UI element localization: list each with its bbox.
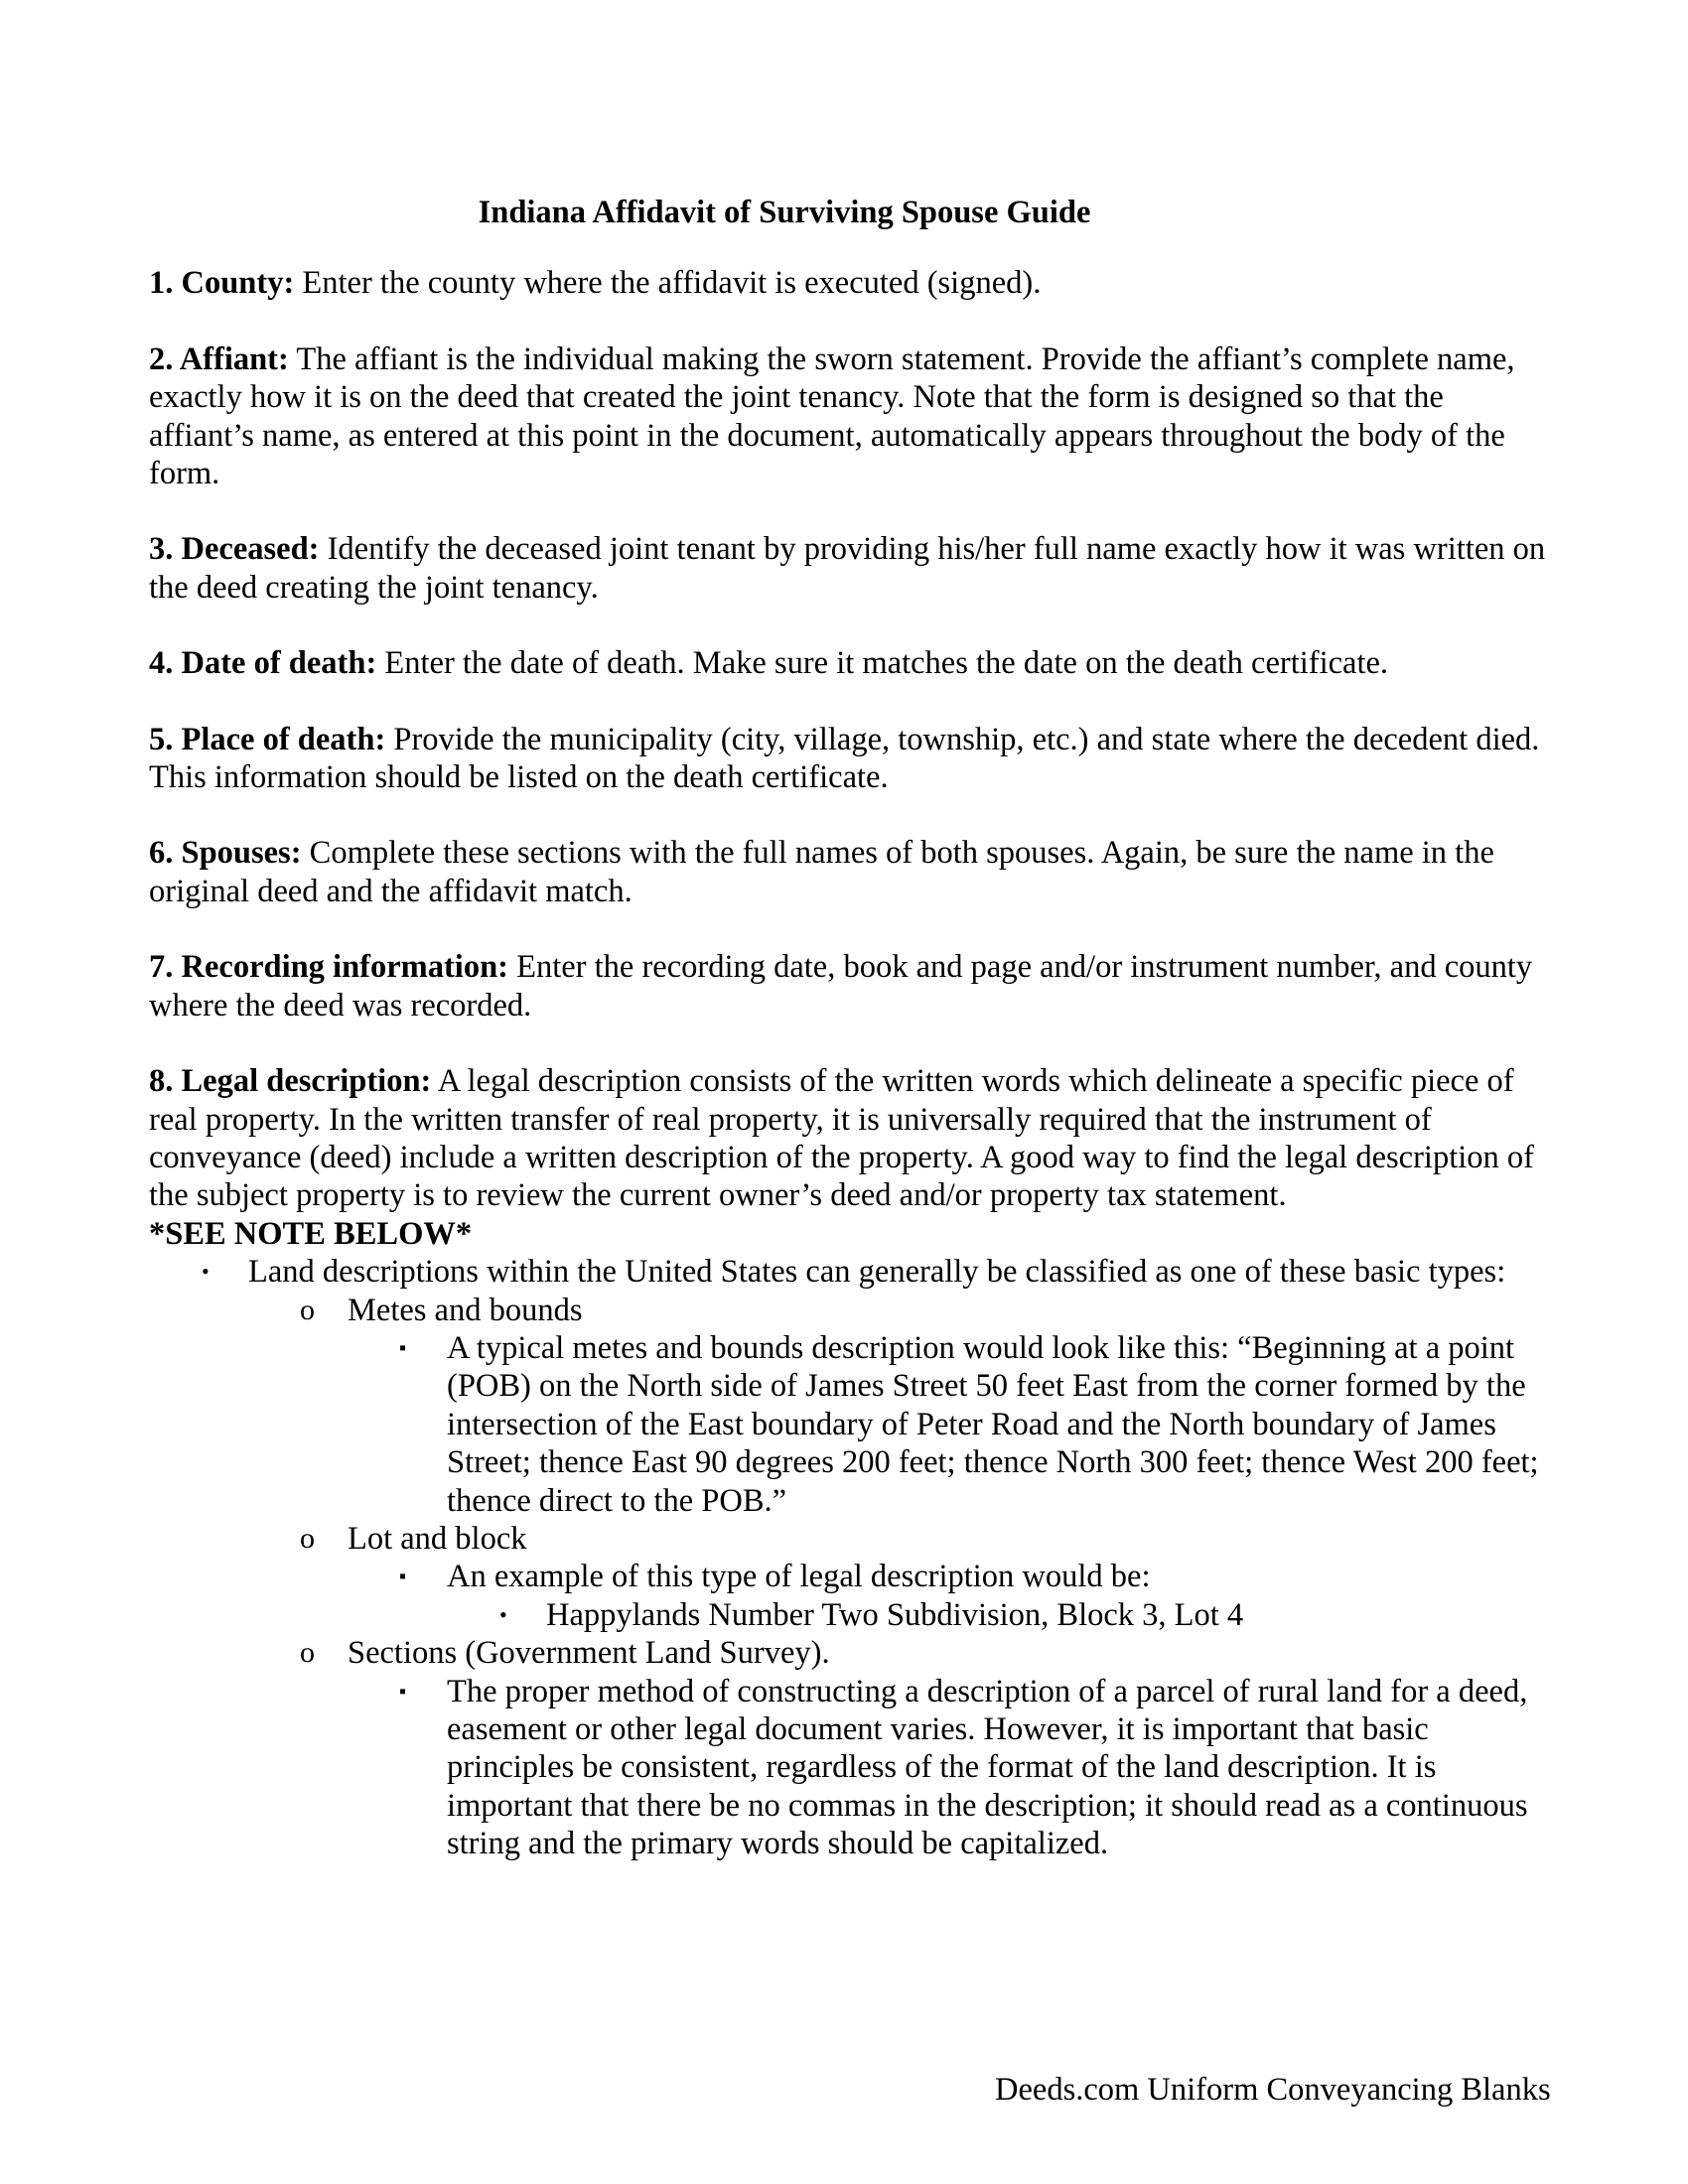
guide-item-spouses xyxy=(149,834,1549,910)
document-page xyxy=(149,194,1549,1863)
item-text: Complete these sections with the full names of both spouses. Again, be sure the name in the original deed and the affidavit match. xyxy=(149,835,1494,909)
sections-detail xyxy=(149,1673,1549,1863)
land-descriptions-bullet xyxy=(149,1253,1549,1291)
square-marker: ▪ xyxy=(399,1566,407,1588)
guide-item-affiant xyxy=(149,341,1549,493)
land-type-name: Lot and block xyxy=(348,1520,527,1557)
guide-item-recording-information xyxy=(149,948,1549,1024)
lot-and-block-detail xyxy=(149,1558,1549,1595)
bullet-marker: • xyxy=(202,1259,210,1285)
page-title: Indiana Affidavit of Surviving Spouse Guide xyxy=(478,195,1091,230)
item-label: 8. Legal description: xyxy=(149,1063,432,1100)
land-type-lot-and-block xyxy=(149,1520,1549,1558)
land-type-name: Sections (Government Land Survey). xyxy=(348,1635,830,1672)
land-type-name: Metes and bounds xyxy=(348,1292,583,1328)
land-type-metes-and-bounds xyxy=(149,1292,1549,1329)
item-text: A legal description consists of the written words which delineate a specific piece of real property. In the written transfer of real property, it is universally required that the instrument of conveyance (deed) include a written description of the property. A good way to find the legal description of the subject property is to review the current owner’s deed and/or property tax statement. xyxy=(149,1063,1534,1214)
item-text: Enter the recording date, book and page and/or instrument number, and county where the deed was recorded. xyxy=(149,949,1533,1024)
land-type-example: Happylands Number Two Subdivision, Block 3, Lot 4 xyxy=(546,1596,1244,1633)
square-marker: ▪ xyxy=(399,1680,407,1703)
circle-marker: o xyxy=(300,1293,315,1326)
land-type-sections xyxy=(149,1634,1549,1672)
circle-marker: o xyxy=(300,1636,315,1670)
item-label: 6. Spouses: xyxy=(149,835,302,872)
see-note-below: *SEE NOTE BELOW* xyxy=(149,1215,473,1252)
item-text: The affiant is the individual making the sworn statement. Provide the affiant’s complete name, exactly how it is on the deed that created the joint tenancy. Note that the form is designed so that the affiant’s name, as entered at this point in the document, automatically appears throughout the body of the form. xyxy=(149,341,1515,492)
guide-item-legal-description xyxy=(149,1062,1549,1253)
guide-item-deceased xyxy=(149,530,1549,607)
item-label: 2. Affiant: xyxy=(149,341,289,377)
item-label: 5. Place of death: xyxy=(149,721,386,757)
land-type-detail: A typical metes and bounds description would look like this: “Beginning at a point (POB) on the North side of James Street 50 feet East from the corner formed by the intersection of the East boundary of Peter Road and the North boundary of James Street; thence East 90 degrees 200 feet; thence North 300 feet; thence West 200 feet; thence direct to the POB.” xyxy=(447,1329,1539,1519)
item-label: 7. Recording information: xyxy=(149,949,508,986)
item-label: 4. Date of death: xyxy=(149,645,377,682)
metes-and-bounds-detail xyxy=(149,1329,1549,1520)
land-intro: Land descriptions within the United States can generally be classified as one of these basic types: xyxy=(248,1254,1506,1291)
bullet-marker: • xyxy=(499,1601,507,1627)
circle-marker: o xyxy=(300,1521,315,1555)
guide-item-county xyxy=(149,264,1549,302)
land-type-detail: The proper method of constructing a description of a parcel of rural land for a deed, easement or other legal document varies. However, it is important that basic principles be consistent, regardless of the format of the land description. It is important that there be no commas in the description; it should read as a continuous string and the primary words should be capitalized. xyxy=(447,1673,1528,1862)
item-text: Enter the county where the affidavit is executed (signed). xyxy=(302,265,1042,302)
item-text: Identify the deceased joint tenant by providing his/her full name exactly how it was written on the deed creating the joint tenancy. xyxy=(149,531,1546,606)
guide-item-place-of-death xyxy=(149,721,1549,797)
item-label: 1. County: xyxy=(149,265,295,302)
item-text: Provide the municipality (city, village, township, etc.) and state where the decedent died. This information should be listed on the death certificate. xyxy=(149,721,1540,796)
footer-text: Deeds.com Uniform Conveyancing Blanks xyxy=(995,2072,1551,2108)
lot-and-block-example xyxy=(149,1596,1549,1634)
item-text: Enter the date of death. Make sure it matches the date on the death certificate. xyxy=(384,645,1389,682)
item-label: 3. Deceased: xyxy=(149,531,320,568)
land-type-detail: An example of this type of legal description would be: xyxy=(447,1559,1151,1595)
guide-item-date-of-death xyxy=(149,644,1549,682)
square-marker: ▪ xyxy=(399,1336,407,1359)
